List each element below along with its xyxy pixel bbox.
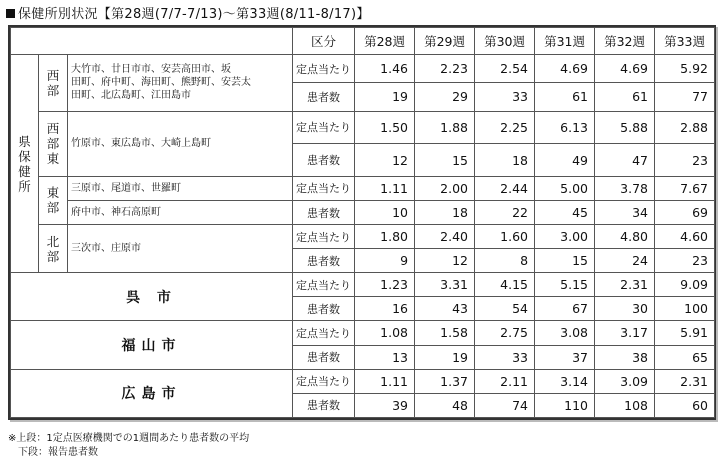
- prefecture-char: 健: [18, 163, 31, 179]
- rate-cell: 5.92: [655, 54, 715, 82]
- header-week: 第29週: [415, 28, 475, 55]
- rate-cell: 1.46: [355, 54, 415, 82]
- region-char: 西: [46, 121, 60, 137]
- rate-cell: 2.31: [655, 369, 715, 393]
- rate-label: 定点当たり: [293, 321, 355, 345]
- footnote-line: 下段：報告患者数: [8, 447, 98, 458]
- count-cell: 8: [475, 249, 535, 273]
- square-bullet-icon: [6, 9, 15, 18]
- rate-cell: 2.75: [475, 321, 535, 345]
- title-text: 保健所別状況【第28週(7/7-7/13)～第33週(8/11-8/17)】: [18, 7, 370, 22]
- count-label: 患者数: [293, 144, 355, 177]
- rate-cell: 7.67: [655, 176, 715, 200]
- rate-label: 定点当たり: [293, 225, 355, 249]
- region-area-line: 府中市、神石高原町: [68, 200, 293, 224]
- rate-cell: 1.11: [355, 369, 415, 393]
- region-name: [39, 54, 68, 111]
- rate-cell: 1.08: [355, 321, 415, 345]
- count-cell: 10: [355, 200, 415, 224]
- region-name: [39, 225, 68, 273]
- count-cell: 61: [535, 83, 595, 111]
- table-row: [11, 54, 715, 82]
- header-week: 第31週: [535, 28, 595, 55]
- rate-cell: 2.54: [475, 54, 535, 82]
- count-cell: 77: [655, 83, 715, 111]
- rate-cell: 2.31: [595, 273, 655, 297]
- rate-cell: 5.88: [595, 111, 655, 144]
- rate-cell: 5.91: [655, 321, 715, 345]
- rate-cell: 1.11: [355, 176, 415, 200]
- page-title: [6, 3, 370, 22]
- rate-cell: 4.69: [535, 54, 595, 82]
- region-char: 西: [46, 67, 60, 83]
- region-area-line: 三原市、尾道市、世羅町: [68, 176, 293, 200]
- rate-cell: 2.88: [655, 111, 715, 144]
- rate-cell: 3.00: [535, 225, 595, 249]
- count-cell: 49: [535, 144, 595, 177]
- area-line: 三次市、庄原市: [71, 243, 141, 255]
- area-line: 大竹市、廿日市市、安芸高田市、坂: [71, 64, 231, 76]
- count-cell: 33: [475, 345, 535, 369]
- rate-cell: 1.50: [355, 111, 415, 144]
- region-name: [39, 176, 68, 224]
- area-line: 田町、府中町、海田町、熊野町、安芸太: [71, 77, 251, 89]
- area-line: 田町、北広島町、江田島市: [71, 90, 191, 102]
- header-row: [11, 28, 715, 55]
- region-name: [39, 111, 68, 176]
- table-row: [11, 111, 715, 144]
- count-cell: 43: [415, 297, 475, 321]
- count-cell: 60: [655, 393, 715, 417]
- rate-label: 定点当たり: [293, 54, 355, 82]
- count-cell: 24: [595, 249, 655, 273]
- count-label: 患者数: [293, 83, 355, 111]
- header-week: 第28週: [355, 28, 415, 55]
- rate-cell: 2.23: [415, 54, 475, 82]
- count-cell: 108: [595, 393, 655, 417]
- prefecture-char: 所: [18, 178, 31, 194]
- region-areas: [68, 111, 293, 176]
- count-cell: 100: [655, 297, 715, 321]
- table-row: [11, 321, 715, 345]
- count-cell: 67: [535, 297, 595, 321]
- count-cell: 48: [415, 393, 475, 417]
- count-cell: 19: [355, 83, 415, 111]
- header-week: 第33週: [655, 28, 715, 55]
- count-cell: 110: [535, 393, 595, 417]
- region-char: 東: [46, 151, 60, 167]
- table-row: [11, 273, 715, 297]
- rate-cell: 3.31: [415, 273, 475, 297]
- count-cell: 33: [475, 83, 535, 111]
- rate-cell: 1.58: [415, 321, 475, 345]
- count-cell: 37: [535, 345, 595, 369]
- footnote: [8, 432, 249, 460]
- count-cell: 30: [595, 297, 655, 321]
- region-areas: [68, 225, 293, 273]
- count-cell: 12: [355, 144, 415, 177]
- prefecture-label: [11, 54, 39, 272]
- table-row: [11, 369, 715, 393]
- rate-cell: 1.88: [415, 111, 475, 144]
- count-cell: 15: [535, 249, 595, 273]
- region-char: 部: [46, 82, 60, 98]
- rate-cell: 9.09: [655, 273, 715, 297]
- count-cell: 18: [415, 200, 475, 224]
- count-cell: 13: [355, 345, 415, 369]
- count-cell: 45: [535, 200, 595, 224]
- city-name: 福山市: [11, 321, 293, 369]
- count-cell: 23: [655, 249, 715, 273]
- region-char: 東: [46, 185, 60, 201]
- city-name: 呉 市: [11, 273, 293, 321]
- rate-cell: 3.17: [595, 321, 655, 345]
- rate-cell: 3.09: [595, 369, 655, 393]
- header-kubun: 区分: [293, 28, 355, 55]
- rate-cell: 1.60: [475, 225, 535, 249]
- count-cell: 34: [595, 200, 655, 224]
- count-label: 患者数: [293, 297, 355, 321]
- rate-label: 定点当たり: [293, 176, 355, 200]
- count-cell: 39: [355, 393, 415, 417]
- rate-cell: 4.80: [595, 225, 655, 249]
- rate-label: 定点当たり: [293, 273, 355, 297]
- count-cell: 15: [415, 144, 475, 177]
- rate-label: 定点当たり: [293, 369, 355, 393]
- header-week: 第30週: [475, 28, 535, 55]
- footnote-line: ※上段：1定点医療機関での1週間あたり患者数の平均: [8, 433, 250, 444]
- count-label: 患者数: [293, 393, 355, 417]
- count-cell: 16: [355, 297, 415, 321]
- rate-cell: 2.40: [415, 225, 475, 249]
- region-char: 北: [46, 233, 60, 249]
- count-cell: 22: [475, 200, 535, 224]
- rate-cell: 1.80: [355, 225, 415, 249]
- prefecture-char: 保: [18, 148, 31, 164]
- rate-cell: 3.08: [535, 321, 595, 345]
- rate-cell: 2.25: [475, 111, 535, 144]
- count-cell: 54: [475, 297, 535, 321]
- area-line: 竹原市、東広島市、大崎上島町: [71, 138, 211, 150]
- count-label: 患者数: [293, 345, 355, 369]
- count-cell: 12: [415, 249, 475, 273]
- table-row: [11, 200, 715, 224]
- count-cell: 69: [655, 200, 715, 224]
- rate-cell: 3.14: [535, 369, 595, 393]
- rate-cell: 4.69: [595, 54, 655, 82]
- count-label: 患者数: [293, 200, 355, 224]
- region-char: 部: [46, 136, 60, 152]
- count-cell: 38: [595, 345, 655, 369]
- count-cell: 9: [355, 249, 415, 273]
- table-row: [11, 225, 715, 249]
- rate-cell: 2.44: [475, 176, 535, 200]
- rate-cell: 4.60: [655, 225, 715, 249]
- count-cell: 61: [595, 83, 655, 111]
- rate-cell: 1.23: [355, 273, 415, 297]
- count-cell: 18: [475, 144, 535, 177]
- region-char: 部: [46, 200, 60, 216]
- header-blank: [11, 28, 293, 55]
- count-cell: 29: [415, 83, 475, 111]
- city-name: 広島市: [11, 369, 293, 417]
- rate-cell: 6.13: [535, 111, 595, 144]
- count-label: 患者数: [293, 249, 355, 273]
- rate-cell: 5.15: [535, 273, 595, 297]
- table-row: [11, 176, 715, 200]
- rate-cell: 4.15: [475, 273, 535, 297]
- rate-cell: 3.78: [595, 176, 655, 200]
- region-areas: [68, 54, 293, 111]
- count-cell: 74: [475, 393, 535, 417]
- rate-cell: 2.00: [415, 176, 475, 200]
- prefecture-char: 県: [18, 133, 31, 149]
- rate-cell: 1.37: [415, 369, 475, 393]
- region-char: 部: [46, 248, 60, 264]
- status-table: [10, 27, 715, 418]
- rate-cell: 2.11: [475, 369, 535, 393]
- count-cell: 19: [415, 345, 475, 369]
- rate-label: 定点当たり: [293, 111, 355, 144]
- count-cell: 23: [655, 144, 715, 177]
- table-frame: [8, 25, 716, 420]
- count-cell: 65: [655, 345, 715, 369]
- header-week: 第32週: [595, 28, 655, 55]
- count-cell: 47: [595, 144, 655, 177]
- rate-cell: 5.00: [535, 176, 595, 200]
